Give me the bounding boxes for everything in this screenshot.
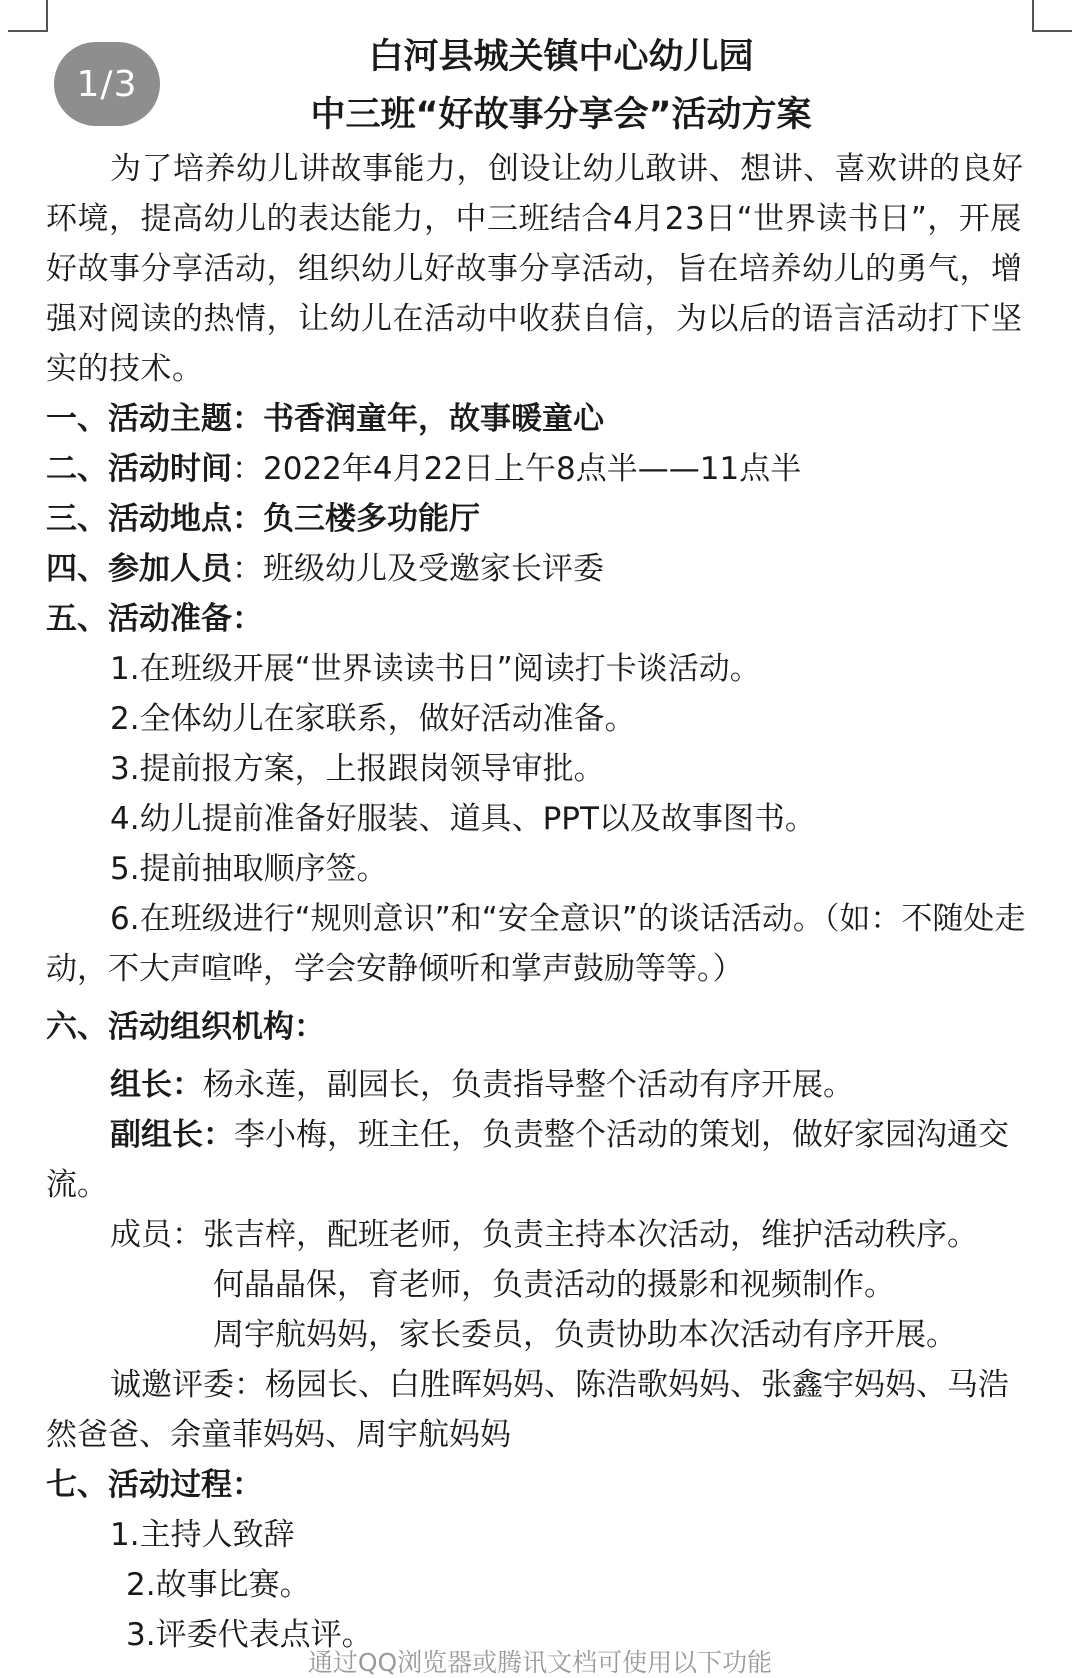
org-vice-text: 李小梅，班主任，负责整个活动的策划，做好家园沟通交流。	[46, 1117, 1009, 1203]
prep-item: 4.幼儿提前准备好服装、道具、PPT以及故事图书。	[110, 801, 816, 837]
section-prep-label: 五、活动准备：	[46, 601, 263, 637]
org-leader-label: 组长：	[110, 1067, 203, 1103]
section-org-label: 六、活动组织机构：	[46, 1009, 325, 1045]
org-member-1	[46, 1210, 1036, 1260]
document-title-line2: 中三班“好故事分享会”活动方案	[310, 95, 812, 135]
prep-item: 1.在班级开展“世界读读书日”阅读打卡谈活动。	[110, 651, 761, 687]
section-people	[46, 544, 1036, 594]
org-vice-label: 副组长：	[110, 1117, 234, 1153]
org-member-1-text: 张吉梓，配班老师，负责主持本次活动，维护活动秩序。	[203, 1217, 978, 1253]
crop-mark-top-left	[8, 0, 48, 32]
org-member-2: 何晶晶保，育老师，负责活动的摄影和视频制作。	[213, 1267, 895, 1303]
org-leader	[46, 1060, 1036, 1110]
org-leader-text: 杨永莲，副园长，负责指导整个活动有序开展。	[203, 1067, 854, 1103]
section-place	[46, 494, 1036, 544]
section-theme	[46, 394, 1036, 444]
section-time	[46, 444, 1036, 494]
section-time-label: 二、活动时间	[46, 451, 232, 487]
page-indicator-badge: 1/3	[54, 42, 160, 126]
prep-item: 2.全体幼儿在家联系，做好活动准备。	[110, 701, 636, 737]
section-place-label: 三、活动地点：	[46, 501, 263, 537]
org-vice-leader	[46, 1110, 1036, 1210]
org-members-label: 成员：	[110, 1217, 203, 1253]
section-time-value: ：2022年4月22日上午8点半——11点半	[232, 451, 802, 487]
section-prep-heading	[46, 594, 1036, 644]
process-item: 1.主持人致辞	[110, 1517, 295, 1553]
section-theme-value: 书香润童年，故事暖童心	[263, 401, 604, 437]
section-org-heading	[46, 1002, 1036, 1052]
section-people-value: ：班级幼儿及受邀家长评委	[232, 551, 604, 587]
footer-hint-text: 通过QQ浏览器或腾讯文档可使用以下功能	[307, 1648, 773, 1677]
section-process-heading	[46, 1460, 1036, 1510]
section-place-value: 负三楼多功能厅	[263, 501, 480, 537]
prep-item: 6.在班级进行“规则意识”和“安全意识”的谈话活动。（如：不随处走动，不大声喧哗，学会安静倾听和掌声鼓励等等。）	[46, 901, 1026, 987]
section-theme-label: 一、活动主题：	[46, 401, 263, 437]
document-title-line1: 白河县城关镇中心幼儿园	[368, 37, 754, 77]
org-member-3: 周宇航妈妈，家长委员，负责协助本次活动有序开展。	[213, 1317, 957, 1353]
crop-mark-top-right	[1032, 0, 1072, 32]
intro-paragraph: 为了培养幼儿讲故事能力，创设让幼儿敢讲、想讲、喜欢讲的良好环境，提高幼儿的表达能力，中三班结合4月23日“世界读书日”，开展好故事分享活动，组织幼儿好故事分享活动，旨在培养幼儿的勇气，增强对阅读的热情，让幼儿在活动中收获自信，为以后的语言活动打下坚实的技术。	[46, 151, 1024, 387]
prep-item: 5.提前抽取顺序签。	[110, 851, 388, 887]
prep-item: 3.提前报方案，上报跟岗领导审批。	[110, 751, 605, 787]
process-item: 3.评委代表点评。	[126, 1617, 373, 1653]
document-body	[46, 28, 1036, 1660]
org-judges: 诚邀评委：杨园长、白胜晖妈妈、陈浩歌妈妈、张鑫宇妈妈、马浩然爸爸、余童菲妈妈、周宇航妈妈	[46, 1367, 1009, 1453]
section-process-label: 七、活动过程：	[46, 1467, 263, 1503]
process-item: 2.故事比赛。	[126, 1567, 311, 1603]
section-people-label: 四、参加人员	[46, 551, 232, 587]
